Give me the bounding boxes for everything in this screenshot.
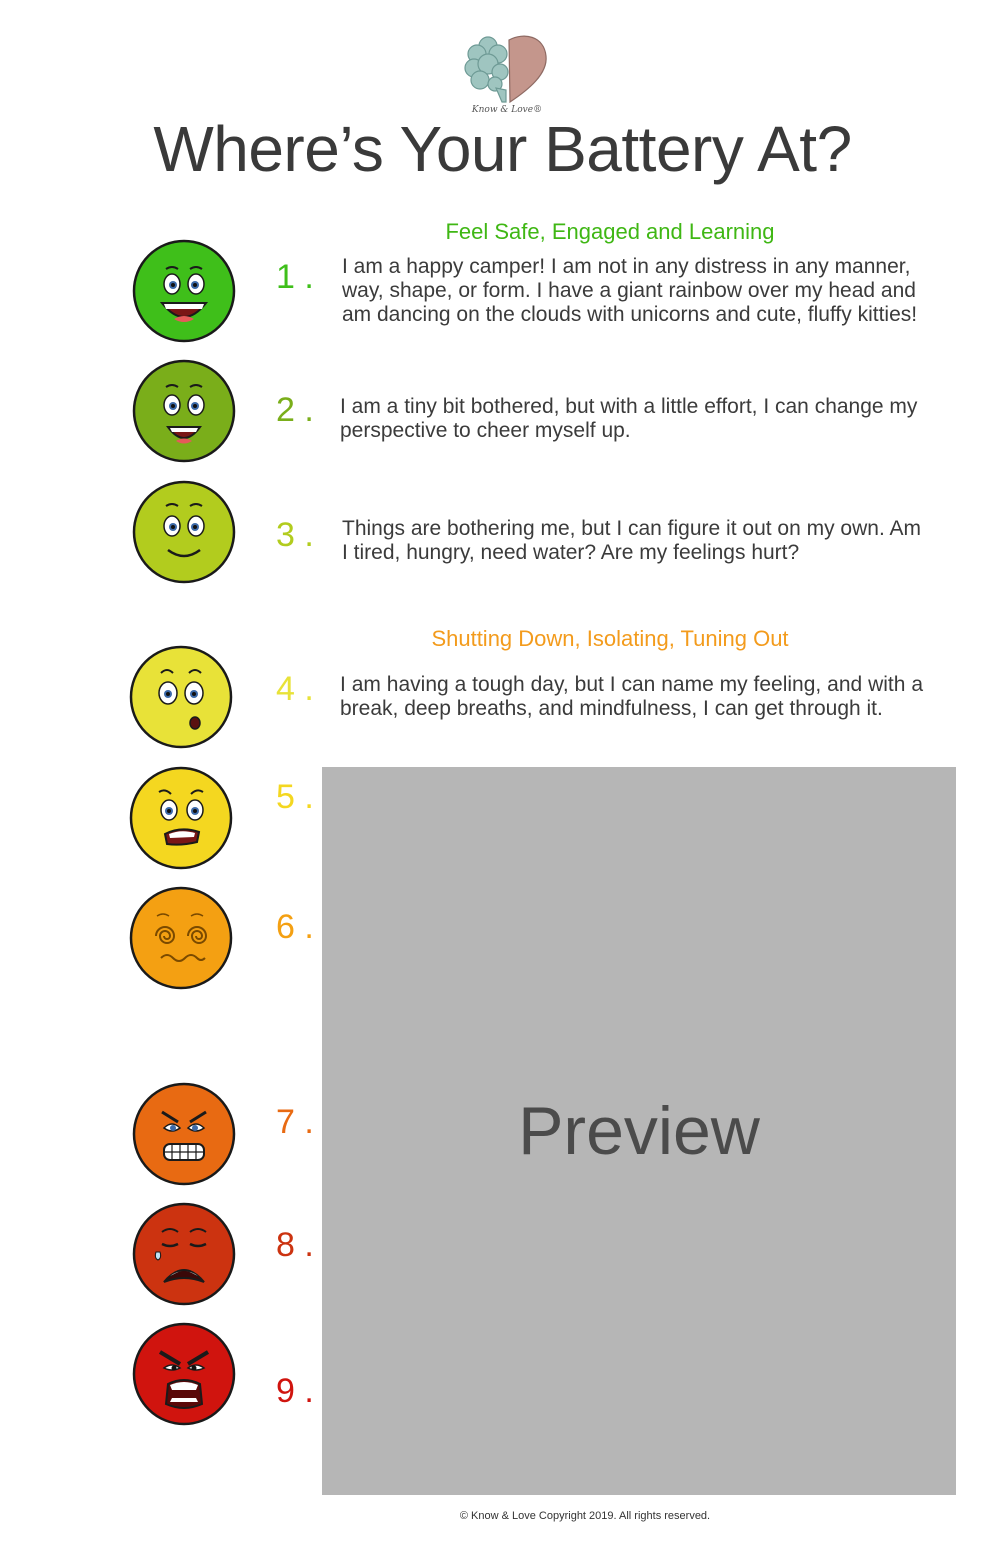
level-8-number: 8 . xyxy=(276,1226,314,1264)
level-9-number: 9 . xyxy=(276,1372,314,1410)
surprised-face-icon xyxy=(129,645,233,749)
level-1-description: I am a happy camper! I am not in any distress in any manner, way, shape, or form. I have a giant rainbow over my head and am dancing on the clouds with unicorns and cute, fluffy kitties! xyxy=(342,255,918,326)
section-heading-green: Feel Safe, Engaged and Learning xyxy=(445,219,775,244)
angry-face-icon xyxy=(132,1082,236,1186)
happy-face-icon xyxy=(132,359,236,463)
level-7-number: 7 . xyxy=(276,1103,314,1141)
page-title: Where’s Your Battery At? xyxy=(153,113,852,185)
level-2-number: 2 . xyxy=(276,391,314,429)
level-2-description: I am a tiny bit bothered, but with a little effort, I can change my perspective to cheer myself up. xyxy=(340,395,918,442)
level-3-description: Things are bothering me, but I can figure it out on my own. Am I tired, hungry, need water? Are my feelings hurt? xyxy=(342,517,921,564)
brain-heart-logo xyxy=(462,32,552,120)
preview-label: Preview xyxy=(518,1093,760,1169)
level-4-number: 4 . xyxy=(276,670,314,708)
brain-heart-icon xyxy=(462,32,552,104)
worried-face-icon xyxy=(129,766,233,870)
level-6-number: 6 . xyxy=(276,908,314,946)
copyright-footer: © Know & Love Copyright 2019. All rights reserved. xyxy=(459,1510,711,1522)
level-5-number: 5 . xyxy=(276,778,314,816)
furious-face-icon xyxy=(132,1322,236,1426)
logo-text: Know & Love® xyxy=(471,105,543,115)
crying-face-icon xyxy=(132,1202,236,1306)
preview-overlay xyxy=(322,767,956,1495)
dizzy-face-icon xyxy=(129,886,233,990)
grinning-face-icon xyxy=(132,239,236,343)
level-4-description: I am having a tough day, but I can name my feeling, and with a break, deep breaths, and mindfulness, I can get through it. xyxy=(340,673,923,720)
level-1-number: 1 . xyxy=(276,258,314,296)
level-3-number: 3 . xyxy=(276,516,314,554)
smiling-face-icon xyxy=(132,480,236,584)
section-heading-orange: Shutting Down, Isolating, Tuning Out xyxy=(431,626,789,651)
